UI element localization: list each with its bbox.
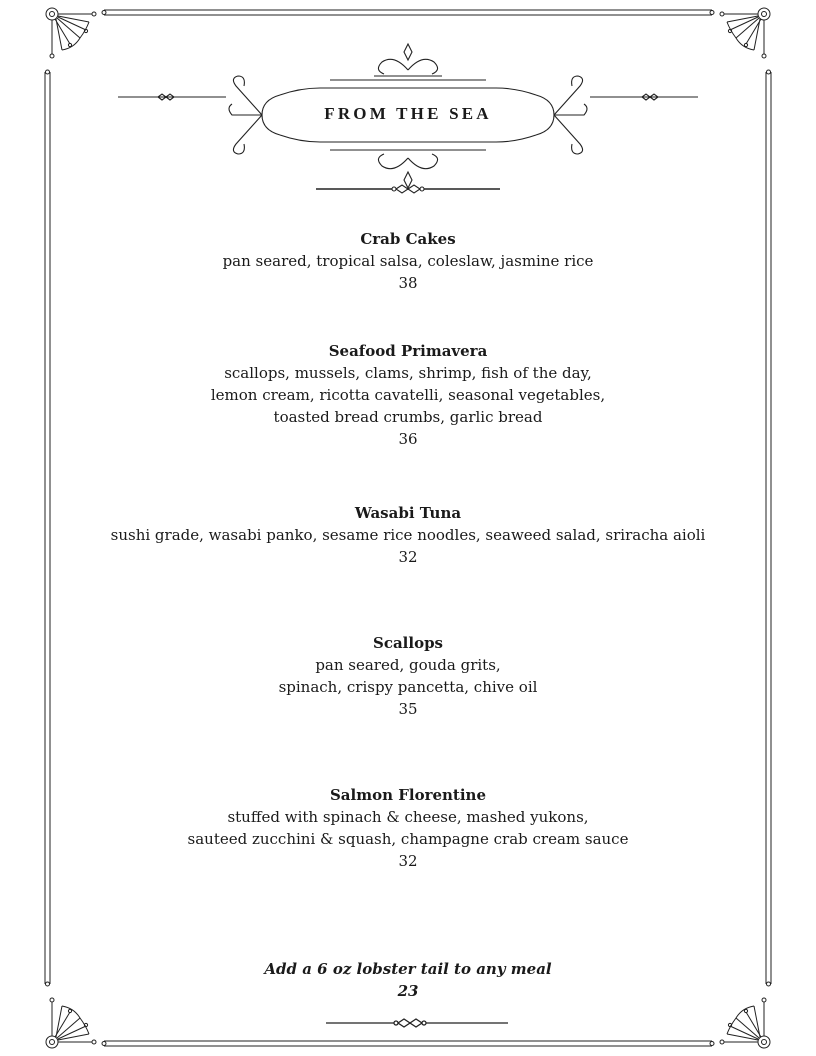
item-name: Scallops: [372, 634, 444, 652]
menu-item: [60, 228, 756, 294]
item-price: 38: [398, 274, 418, 292]
item-description: scallops, mussels, clams, shrimp, fish of the day,: [224, 364, 592, 382]
item-description: sauteed zucchini & squash, champagne crab cream sauce: [187, 830, 629, 848]
item-description: pan seared, tropical salsa, coleslaw, jasmine rice: [222, 252, 594, 270]
section-title: FROM THE SEA: [324, 104, 492, 123]
item-description: lemon cream, ricotta cavatelli, seasonal vegetables,: [210, 386, 606, 404]
menu-item: [60, 784, 756, 872]
item-price: 35: [398, 700, 418, 718]
addon-price: 23: [397, 982, 419, 1000]
item-description: pan seared, gouda grits,: [315, 656, 501, 674]
addon-text: Add a 6 oz lobster tail to any meal: [264, 960, 552, 978]
item-price: 32: [398, 852, 418, 870]
item-description: spinach, crispy pancetta, chive oil: [278, 678, 538, 696]
item-description: stuffed with spinach & cheese, mashed yukons,: [227, 808, 589, 826]
item-name: Wasabi Tuna: [354, 504, 462, 522]
menu-item: [60, 340, 756, 450]
item-name: Crab Cakes: [360, 230, 456, 248]
addon-note: [60, 958, 756, 1002]
item-name: Seafood Primavera: [328, 342, 488, 360]
menu-item: [60, 632, 756, 720]
item-description: toasted bread crumbs, garlic bread: [273, 408, 543, 426]
item-name: Salmon Florentine: [329, 786, 487, 804]
item-price: 36: [398, 430, 418, 448]
menu-item: [60, 502, 756, 568]
item-price: 32: [398, 548, 418, 566]
item-description: sushi grade, wasabi panko, sesame rice noodles, seaweed salad, sriracha aioli: [110, 526, 706, 544]
